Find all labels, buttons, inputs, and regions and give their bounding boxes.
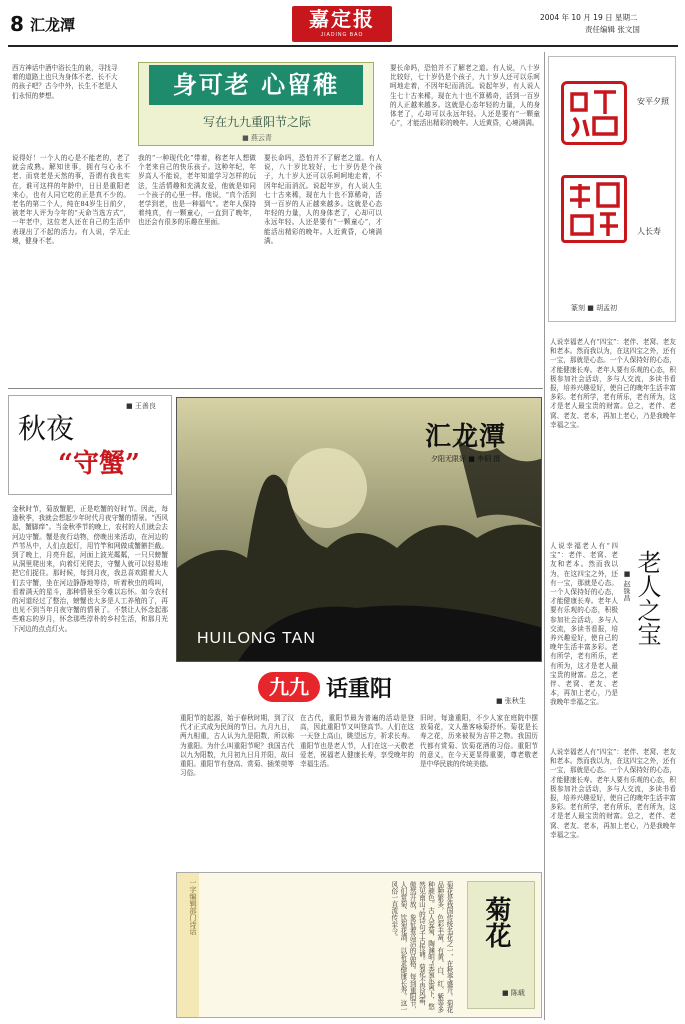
feature-en-title: HUILONG TAN [197,630,316,647]
seal-glyph-icon [564,178,624,240]
elder-article [548,330,678,1020]
lead-col-3: 要长命吗，恐怕并不了解老之道。有人说，八十岁比较好，七十岁仍是个孩子，九十岁人还可以乐呵呵地走着，不因年纪而消沉。说起年岁，有人说人生七十古来稀，现在九十也不算稀奇，活到一百岁的人正越来越多。这就是心态年轻的力量，人的身体老了，心却可以永远年轻。人还是要有“一颗童心”，才能活出精彩的晚年。人近黄昏，心境满满。 [264,154,382,245]
elder-body-bottom: 人说幸福老人有“四宝”：老伴、老窝、老友和老本。然而我以为，在这四宝之外，还有一宝，那就是心态。一个人保持好的心态，才能健康长寿。老年人要有乐观的心态，积极参加社会活动，多与人交流，多读书看报，培养兴趣爱好，使自己的晚年生活丰富多彩。老有所学，老有所乐，老有所为，这才是老人最宝贵的财富。总之，老伴、老窝、老友、老本，再加上老心，乃是我晚年幸福之宝。 [550,748,676,839]
chongyang-byline: ■ 张秋生 [496,697,526,705]
section-name: 汇龙潭 [30,16,76,34]
autumn-title-2: “守蟹” [58,449,140,479]
seal-anping [561,81,627,145]
lead-byline: ■ 燕云青 [242,134,272,142]
lead-col-1: 说得好！一个人的心是不能老的，老了就会成熟。解知世事，拥有与心永不老、而衰老是天然的事，吾谓有我也实在，谁可这样的年龄中，日日是重阳老来心，也有人同它吃的正是真不少的。老名的第二个人，纯在84岁生日前夕，被老年人评为今年的“天命当选方式”，一年老中，这位老人还在自己的生活中表现出了不起的活力。有人说，学无止境，健身不老。 [12,154,130,245]
lead-article [12,56,542,356]
feature-title: 汇龙潭 [425,422,507,452]
page-number: 8 [10,12,24,36]
elder-title: 老人之宝 [633,550,661,646]
chrysanthemum-side-text: 一字编辑部门诗话 [189,879,197,935]
autumn-article [8,395,172,1020]
seal-changshou [561,175,627,243]
chrysanthemum-body: 菊花是我国传统名花之一，在秋季盛开。菊花品种繁多，色彩丰富，有黄、白、红、紫等多种颜色。古人爱菊，陶渊明“采菊东篱下，悠然见南山”的诗句千古传诵。菊花不畏风霜，傲然开放，象征着高洁的品格。每到重阳节，人们赏菊、饮菊花酒，以祈求健康长寿，这一风俗一直流传至今。 [389,881,453,1013]
lead-intro: 西方神话中酒中浴长生的泉，寻找寻着的道路上也只为身体不老、长不大的孩子吧？古今中外，长生不老是人们永恒的梦想。 [12,64,118,100]
seal-caption-1: 安平夕照 [637,97,669,106]
lead-subtitle: 写在九九重阳节之际 [202,115,311,129]
headline-banner [138,62,374,146]
feature-photo [176,397,542,662]
chrysanthemum-title-box [467,881,535,1009]
autumn-body: 金秋时节，菊放蟹肥，正是吃蟹的好时节。因此，每逢秋季，我就会想起少年时代月夜守蟹的情景。“西风起，蟹脚痒”。当金秋季节的晚上，农村的人们就会去河边守蟹。蟹是夜行动物，傍晚出来活动，在河边的芦苇丛中，人们点起灯，用竹竿和网做成蟹簖拦截。到了晚上，月亮升起，河面上波光粼粼，一只只螃蟹从洞里爬出来，向着灯光爬去，守蟹人就可以轻易地把它们捉住。那时候，每到月夜，我总喜欢跟着大人们去守蟹，坐在河边静静地等待，听着秋虫的鸣叫，看着满天的星斗，那种情景至今难以忘怀。如今农村的河道经过了整治，螃蟹也大多是人工养殖的了，再也见不到当年月夜守蟹的情景了。不禁让人怀念起那些难忘的岁月，怀念那些淳朴的乡村生活，和那月光下河边的点点灯火。 [12,505,168,633]
masthead-subtitle: JIADING BAO [320,32,364,38]
chrysanthemum-byline: ■ 陈载 [502,989,525,997]
page-header [0,0,685,46]
chongyang-title-badge [258,672,320,702]
lead-col-4: 要长命吗，恐怕并不了解老之道。有人说，八十岁比较好，七十岁仍是个孩子，九十岁人还可以乐呵呵地走着，不因年纪而消沉。说起年岁，有人说人生七十古来稀，现在九十也不算稀奇，活到一百岁的人正越来越多。这就是心态年轻的力量，人的身体老了，心却可以永远年轻。人还是要有“一颗童心”，才能活出精彩的晚年。人近黄昏，心境满满。 [390,64,540,128]
autumn-byline: ■ 王善良 [126,402,156,410]
issue-date: 2004 年 10 月 19 日 星期二 [540,13,638,22]
divider-vertical [544,52,545,1020]
seal-panel [548,56,676,322]
seal-credit: 篆刻 ■ 胡孟初 [571,304,618,312]
chongyang-title: 话重阳 [326,677,393,702]
editor-credit: 责任编辑 张文国 [585,25,640,34]
feature-caption: 夕阳无限好 ■ 李侗 摄 [431,455,501,463]
elder-byline: ■ 赵铢昌 [623,570,631,602]
elder-body-top: 人说幸福老人有“四宝”：老伴、老窝、老友和老本。然而我以为，在这四宝之外，还有一宝，那就是心态。一个人保持好的心态，才能健康长寿。老年人要有乐观的心态，积极参加社会活动，多与人交流，多读书看报，培养兴趣爱好，使自己的晚年生活丰富多彩。老有所学，老有所乐，老有所为，这才是老人最宝贵的财富。总之，老伴、老窝、老友、老本，再加上老心，乃是我晚年幸福之宝。 [550,338,676,429]
masthead-title: 嘉定报 [309,7,375,31]
lead-headline: 身可老 心留稚 [149,65,363,105]
seal-glyph-icon [564,84,624,142]
divider-mid [8,388,543,389]
chrysanthemum-title: 菊花 [481,896,511,948]
chongyang-col-2: 在古代，重阳节最为普遍的活动是登高，因此重阳节又叫登高节。人们在这一天登上高山，眺望远方，祈求长寿。重阳节也是老人节，人们在这一天敬老爱老，祝福老人健康长寿，享受晚年的幸福生活。 [300,714,414,769]
chongyang-article [176,668,542,868]
chrysanthemum-article [176,872,542,1018]
chongyang-col-3: 旧时，每逢重阳，不少人家在庭院中摆放菊花，文人墨客咏菊抒怀。菊花是长寿之花，历来被视为吉祥之物。我国历代都有赏菊、饮菊花酒的习俗。重阳节的意义，在今天更显得重要，尊老敬老是中华民族的传统美德。 [420,714,538,769]
lead-col-2: 我的“一种现代化”带着，称老年人想做个老来自己的快乐孩子。这种年纪，年岁高人不能说，老年知道学习怎样的玩法，生活情趣和充满友爱，他就是如同一个孩子的心里一样。他说，“真个活到老学到老，也是一种福气”。老年人保持着纯真，有一颗童心，一直到了晚年，也还会有很多的乐趣在里面。 [138,154,256,227]
autumn-title-1: 秋夜 [18,412,75,445]
elder-body-side: 人说幸福老人有“四宝”：老伴、老窝、老友和老本。然而我以为，在这四宝之外，还有一宝，那就是心态。一个人保持好的心态，才能健康长寿。老年人要有乐观的心态，积极参加社会活动，多与人交流，多读书看报，培养兴趣爱好，使自己的晚年生活丰富多彩。老有所学，老有所乐，老有所为，这才是老人最宝贵的财富。总之，老伴、老窝、老友、老本，再加上老心，乃是我晚年幸福之宝。 [550,542,618,707]
seal-caption-2: 人长寿 [637,227,661,236]
chongyang-title-pre: 九九 [269,675,309,699]
chongyang-col-1: 重阳节的起源，始于春秋时期，到了汉代才正式成为民间的节日。九月九日，两九相重，古人认为九是阳数，所以称为重阳。为什么叫重阳节呢？我国古代以九为阳数，九月初九日月并阳，故曰重阳。重阳节有登高、赏菊、插茱萸等习俗。 [180,714,294,778]
header-rule [8,45,678,47]
masthead-logo [292,6,392,42]
